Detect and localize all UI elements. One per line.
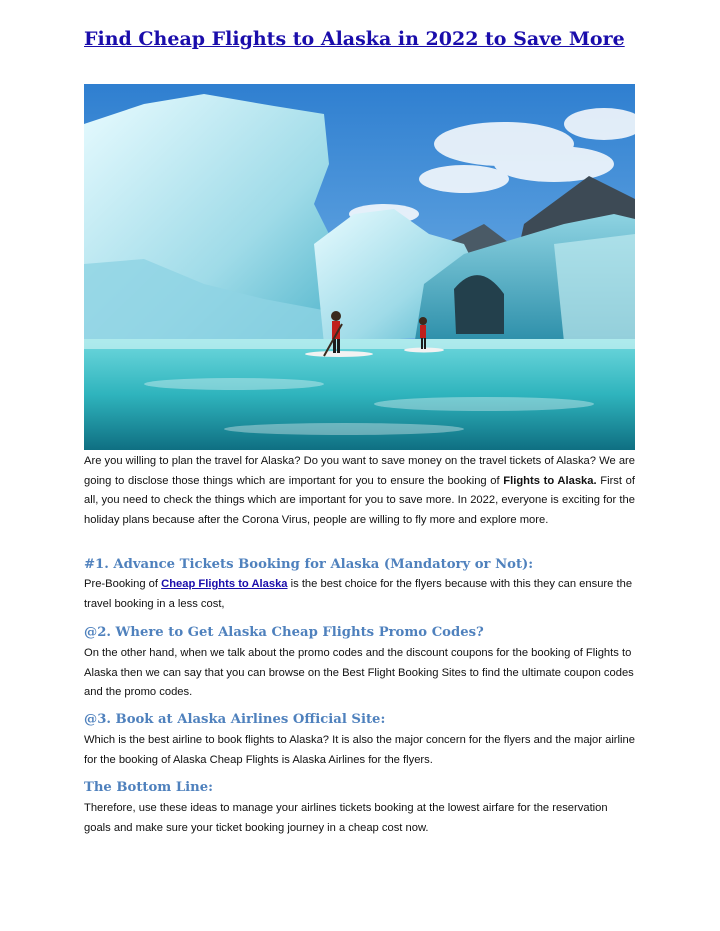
intro-text-2: First of all, you need to check the things which are important for you to save more. In 2022, everyone is exciting for the holiday plans because after the Corona Virus, people are willing to fly more and explore more. [84, 474, 635, 526]
section-heading-4: The Bottom Line: [84, 780, 213, 795]
glacier-illustration [84, 84, 635, 450]
section-heading-2: @2. Where to Get Alaska Cheap Flights Promo Codes? [84, 625, 484, 640]
section-heading-3: @3. Book at Alaska Airlines Official Site: [84, 712, 386, 727]
section-text-4: Therefore, use these ideas to manage your airlines tickets booking at the lowest airfare for the reservation goals and make sure your ticket booking journey in a cheap cost now. [84, 802, 608, 834]
hero-image [84, 84, 635, 450]
section-text-1 [84, 575, 635, 614]
intro-text-1: Are you willing to plan the travel for Alaska? Do you want to save money on the travel tickets of Alaska? We are going to disclose those things which are important for you to ensure the booking of [84, 455, 635, 487]
section-heading-1: #1. Advance Tickets Booking for Alaska (Mandatory or Not): [84, 557, 534, 572]
section-1-pre: Pre-Booking of [84, 578, 162, 590]
section-1-post: is the best choice for the flyers because with this they can ensure the travel booking in a less cost, [84, 578, 633, 610]
section-text-2: On the other hand, when we talk about the promo codes and the discount coupons for the booking of Flights to Alaska then we can say that you can browse on the Best Flight Booking Sites to find the ultimate coupon codes and the promo codes. [84, 647, 634, 698]
intro-bold-flights: Flights to Alaska. [503, 474, 597, 487]
section-text-3: Which is the best airline to book flights to Alaska? It is also the major concern for the flyers and the major airline for the booking of Alaska Cheap Flights is Alaska Airlines for the flyers. [84, 734, 635, 766]
page-title[interactable]: Find Cheap Flights to Alaska in 2022 to Save More [84, 28, 625, 50]
cheap-flights-link[interactable]: Cheap Flights to Alaska [161, 578, 288, 590]
intro-paragraph [84, 452, 635, 530]
